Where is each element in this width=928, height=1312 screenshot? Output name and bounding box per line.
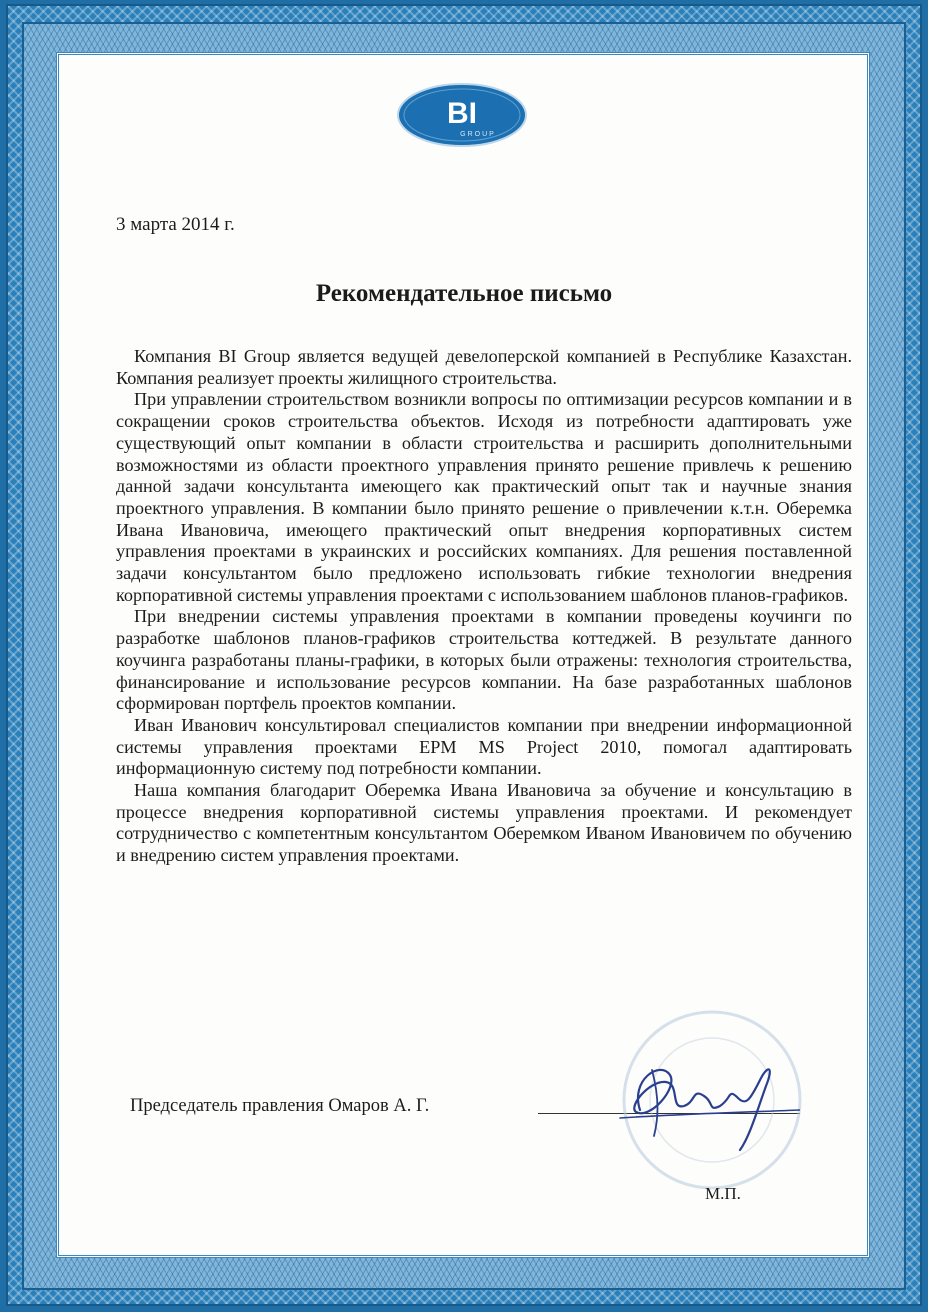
logo-main-text: BI: [447, 97, 477, 130]
logo-sub-text: GROUP: [460, 131, 496, 138]
letter-title: Рекомендательное письмо: [315, 280, 613, 307]
paragraph: Компания BI Group является ведущей девелоперской компанией в Республике Казахстан. Компания реализует проекты жилищного строительства.: [116, 346, 852, 388]
handwritten-signature: [600, 1040, 800, 1160]
paragraph: Иван Иванович консультировал специалистов компании при внедрении информационной системы управления проектами EPM MS Project 2010, помогал адаптировать информационную систему под потребности компании.: [116, 714, 852, 779]
paragraph: При управлении строительством возникли вопросы по оптимизации ресурсов компании и в сокращении сроков строительства объектов. Исходя из потребности адаптировать уже существующий опыт компании в области строительства и расширить дополнительными возможностями из области проектного управления принято решение привлечь к решению данной задачи консультанта имеющего как практический опыт так и научные знания проектного управления. В компании было принято решение о привлечении к.т.н. Оберемка Ивана Ивановича, имеющего практический опыт внедрения корпоративных систем управления проектами в украинских и российских компаниях. Для решения поставленной задачи консультантом было предложено использовать гибкие технологии внедрения корпоративной системы управления проектами с использованием шаблонов планов-графиков.: [116, 389, 852, 605]
letter-date: 3 марта 2014 г.: [116, 214, 235, 235]
paragraph: При внедрении системы управления проектами в компании проведены коучинги по разработке шаблонов планов-графиков строительства коттеджей. В результате данного коучинга разработаны планы-графики, в которых были отражены: технология строительства, финансирование и использование ресурсов компании. На базе разработанных шаблонов сформирован портфель проектов компании.: [116, 606, 852, 714]
seal-placeholder-label: М.П.: [705, 1184, 741, 1203]
letter-body: [116, 346, 852, 867]
paragraph: Наша компания благодарит Оберемка Ивана Ивановича за обучение и консультацию в процессе внедрения корпоративной системы управления проектами. И рекомендует сотрудничество с компетентным консультантом Оберемком Иваном Ивановичем по обучению и внедрению систем управления проектами.: [116, 780, 852, 866]
signatory-line: Председатель правления Омаров А. Г.: [130, 1096, 430, 1116]
bi-group-logo: [396, 82, 528, 148]
